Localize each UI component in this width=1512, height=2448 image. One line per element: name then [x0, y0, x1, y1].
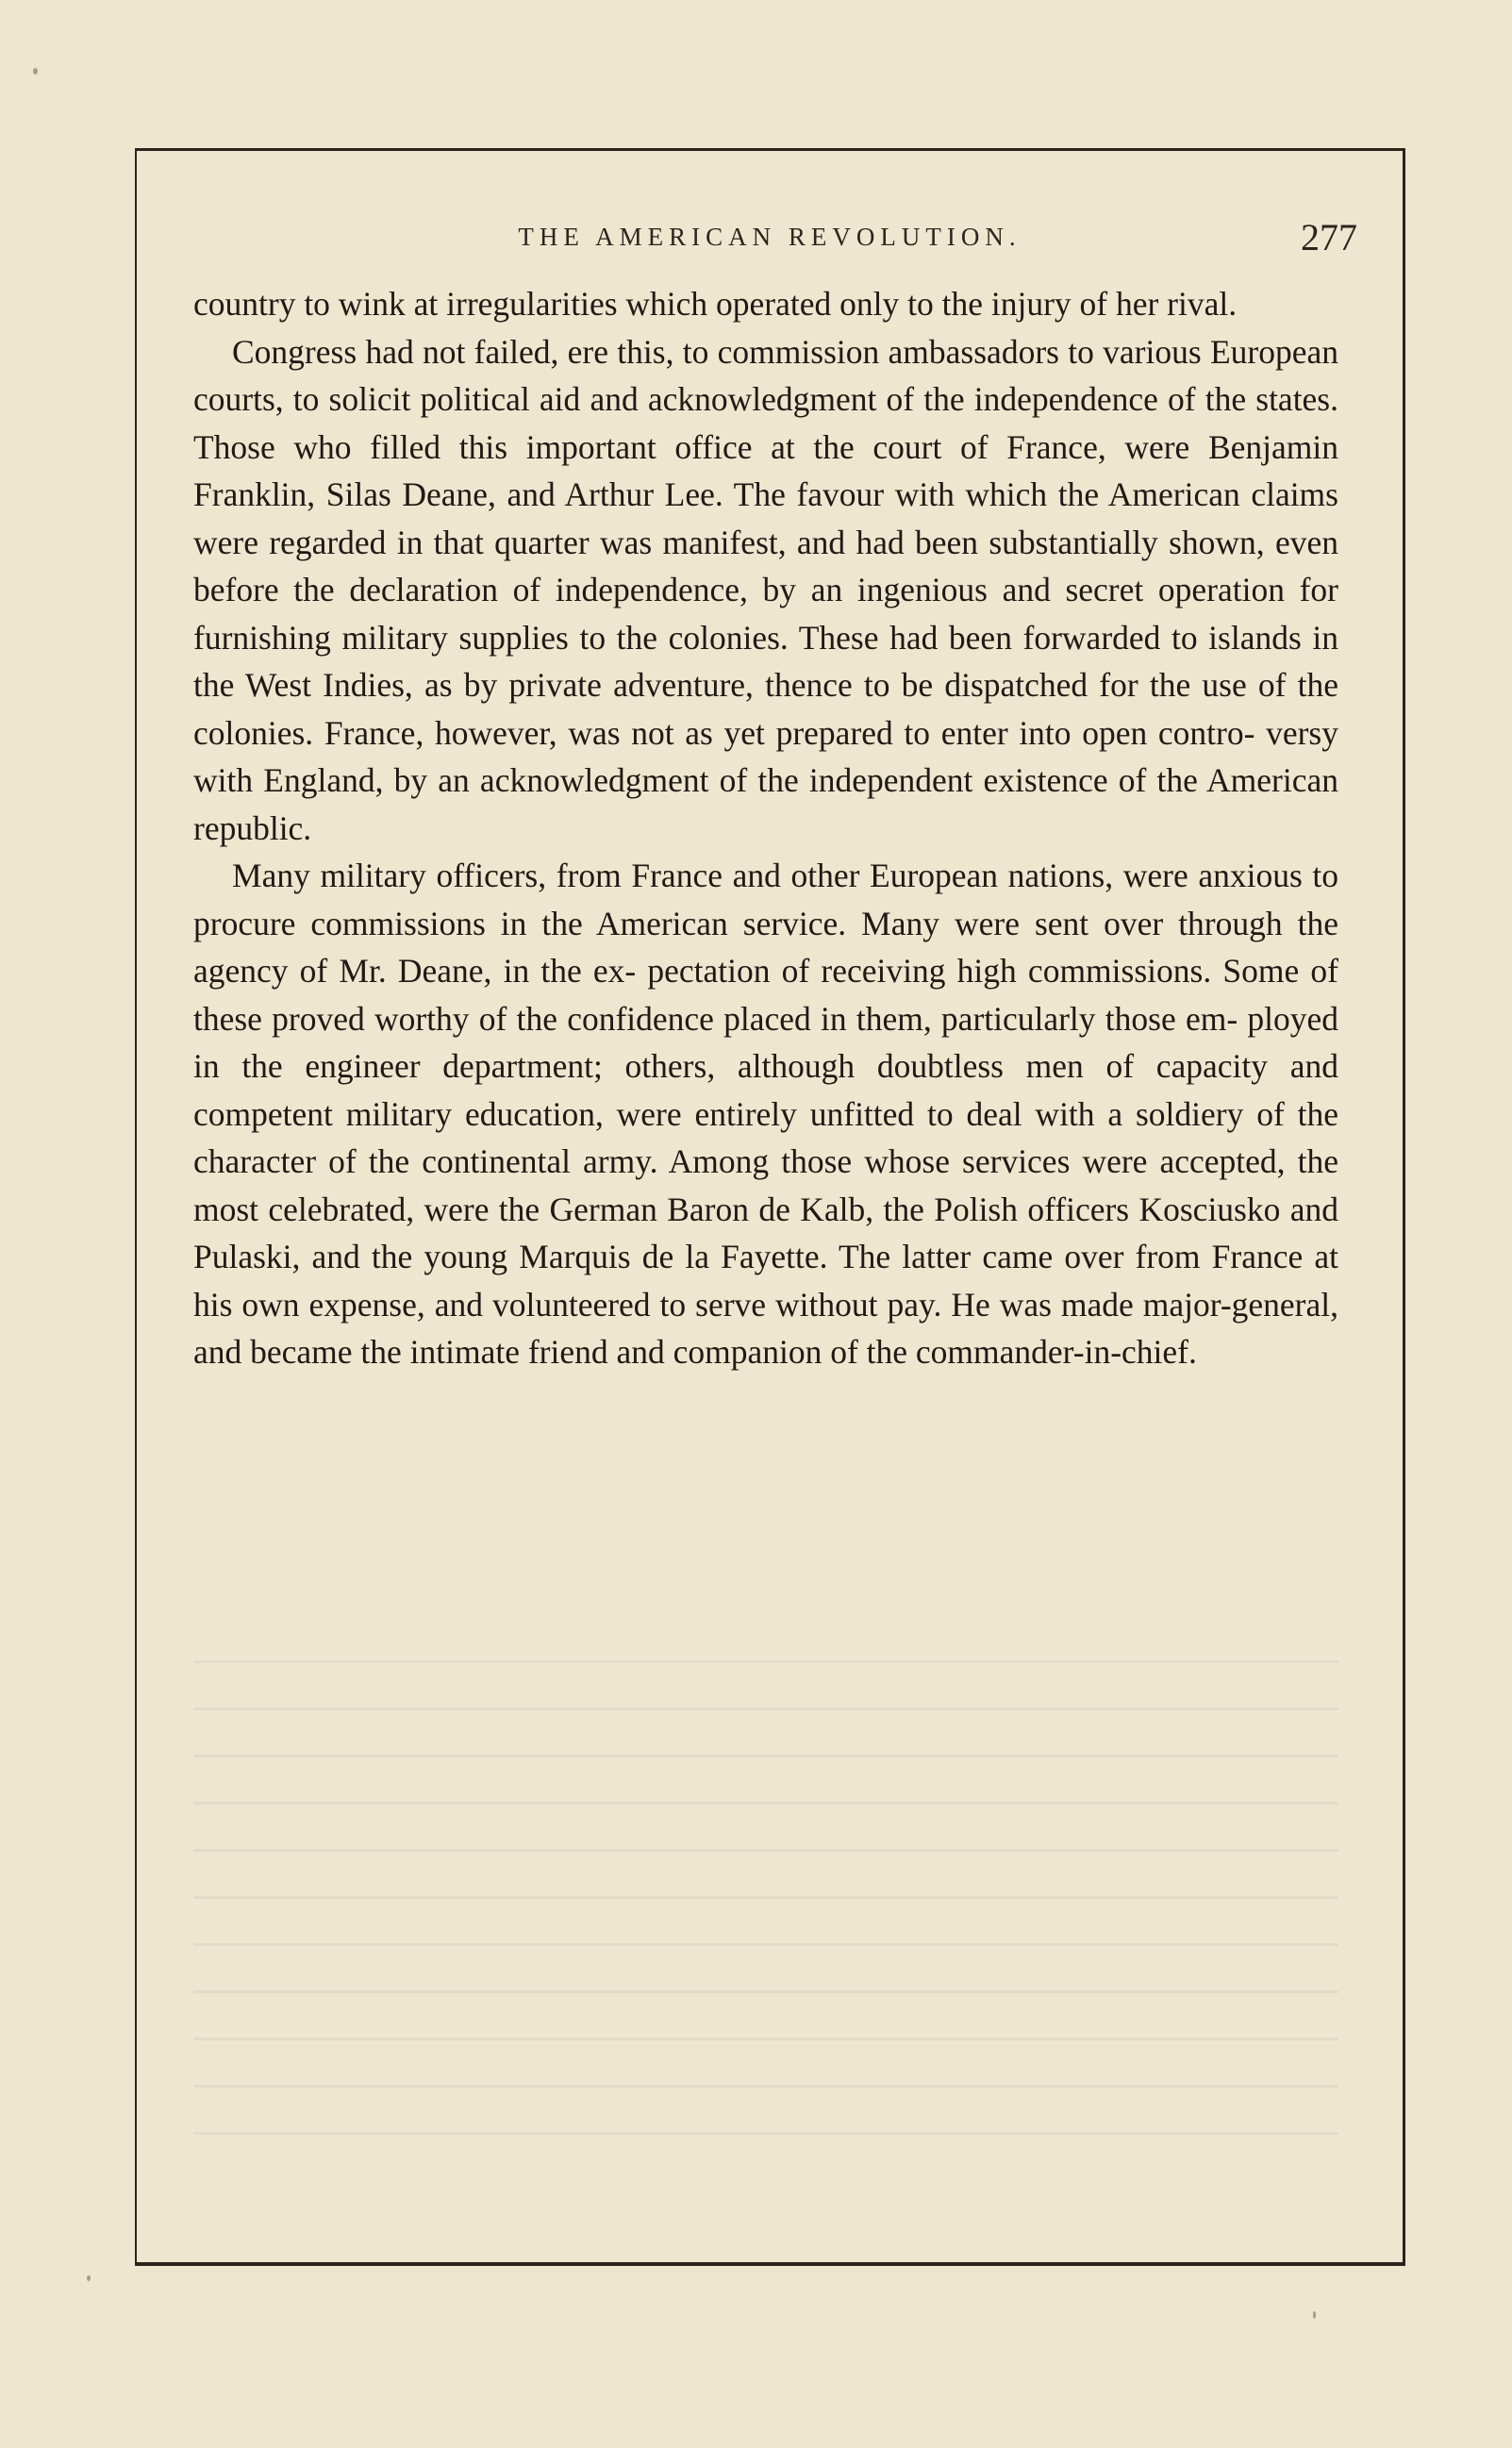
body-text	[193, 280, 1338, 1376]
paragraph-1: country to wink at irregularities which operated only to the injury of her rival.	[193, 285, 1238, 323]
page-number: 277	[1301, 216, 1357, 258]
page-frame	[135, 148, 1405, 2266]
running-title: THE AMERICAN REVOLUTION.	[518, 223, 1022, 251]
paragraph-3: Many military officers, from France and other European nations, were anxious to procure commissions in the American service. Many were sent over through the agency of Mr. Deane, in the ex- pectation of receiving high commissions. Some of these proved worthy of the confidence placed in them, particularly those em- ployed in the engineer department; others, although doubtless men of capacity and competent military education, were entirely unfitted to deal with a soldiery of the character of the continental army. Among those whose services were accepted, the most celebrated, were the German Baron de Kalb, the Polish officers Kosciusko and Pulaski, and the young Marquis de la Fayette. The latter came over from France at his own expense, and volunteered to serve without pay. He was made major-general, and became the intimate friend and companion of the commander-in-chief.	[193, 857, 1338, 1371]
paper-speck	[1313, 2311, 1316, 2319]
paragraph-2: Congress had not failed, ere this, to commission ambassadors to various European courts, to solicit political aid and acknowledgment of the independence of the states. Those who filled this important office at the court of France, were Benjamin Franklin, Silas Deane, and Arthur Lee. The favour with which the American claims were regarded in that quarter was manifest, and had been substantially shown, even before the declaration of independence, by an ingenious and secret operation for furnishing military supplies to the colonies. These had been forwarded to islands in the West Indies, as by private adventure, thence to be dispatched for the use of the colonies. France, however, was not as yet prepared to enter into open contro- versy with England, by an acknowledgment of the independent existence of the American republic.	[193, 332, 1338, 847]
paper-speck	[33, 68, 38, 75]
paper-speck	[87, 2275, 91, 2281]
show-through-texture	[193, 1660, 1338, 2189]
running-head	[137, 215, 1403, 272]
